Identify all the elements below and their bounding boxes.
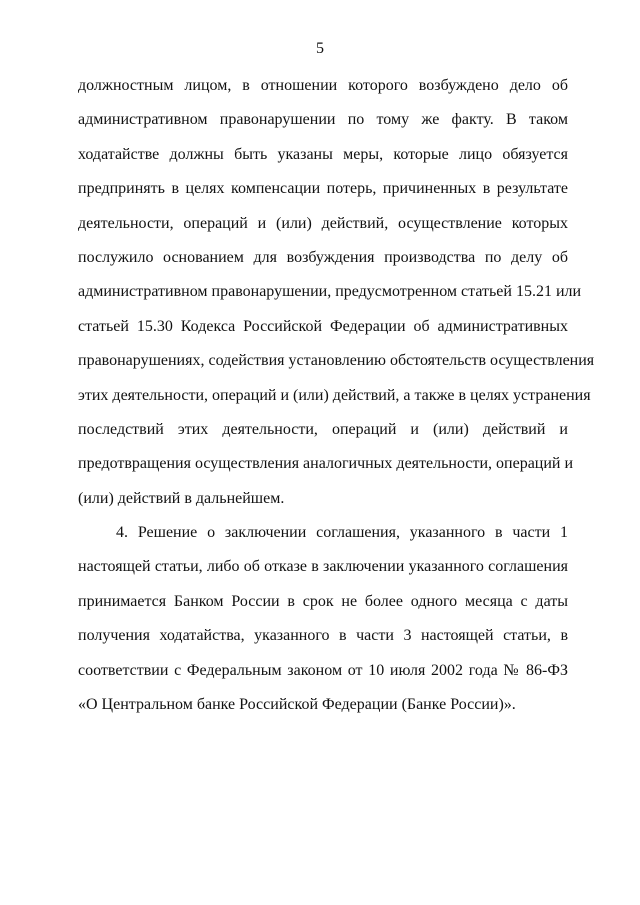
paragraph-1: [78, 76, 595, 523]
text-line: получения ходатайства, указанного в части 3 настоящей статьи, в: [78, 627, 568, 645]
text-line: соответствии с Федеральным законом от 10 июля 2002 года № 86-ФЗ: [78, 661, 568, 679]
text-line: настоящей статьи, либо об отказе в заключении указанного соглашения: [78, 558, 568, 576]
text-line: принимается Банком России в срок не более одного месяца с даты: [78, 592, 568, 610]
text-line: административном правонарушении по тому же факту. В таком: [78, 111, 568, 129]
text-line: (или) действий в дальнейшем.: [78, 489, 285, 507]
text-line: деятельности, операций и (или) действий, осуществление которых: [78, 214, 568, 232]
document-body: [78, 76, 595, 729]
text-line: «О Центральном банке Российской Федерации (Банке России)».: [78, 696, 516, 714]
paragraph-2: [78, 523, 568, 729]
text-line: предотвращения осуществления аналогичных деятельности, операций и: [78, 455, 574, 473]
text-line: последствий этих деятельности, операций и (или) действий и: [78, 420, 568, 438]
text-line: должностным лицом, в отношении которого возбуждено дело об: [78, 77, 568, 94]
text-line: ходатайстве должны быть указаны меры, которые лицо обязуется: [78, 145, 568, 163]
page-number: 5: [316, 40, 324, 57]
text-line: предпринять в целях компенсации потерь, причиненных в результате: [78, 180, 568, 198]
text-line: этих деятельности, операций и (или) действий, а также в целях устранения: [78, 386, 591, 404]
text-line: послужило основанием для возбуждения производства по делу об: [78, 248, 568, 266]
text-line: административном правонарушении, предусмотренном статьей 15.21 или: [78, 283, 582, 301]
text-line: правонарушениях, содействия установлению обстоятельств осуществления: [78, 352, 595, 370]
text-line: 4. Решение о заключении соглашения, указанного в части 1: [116, 524, 568, 542]
text-line: статьей 15.30 Кодекса Российской Федерации об административных: [78, 317, 568, 335]
